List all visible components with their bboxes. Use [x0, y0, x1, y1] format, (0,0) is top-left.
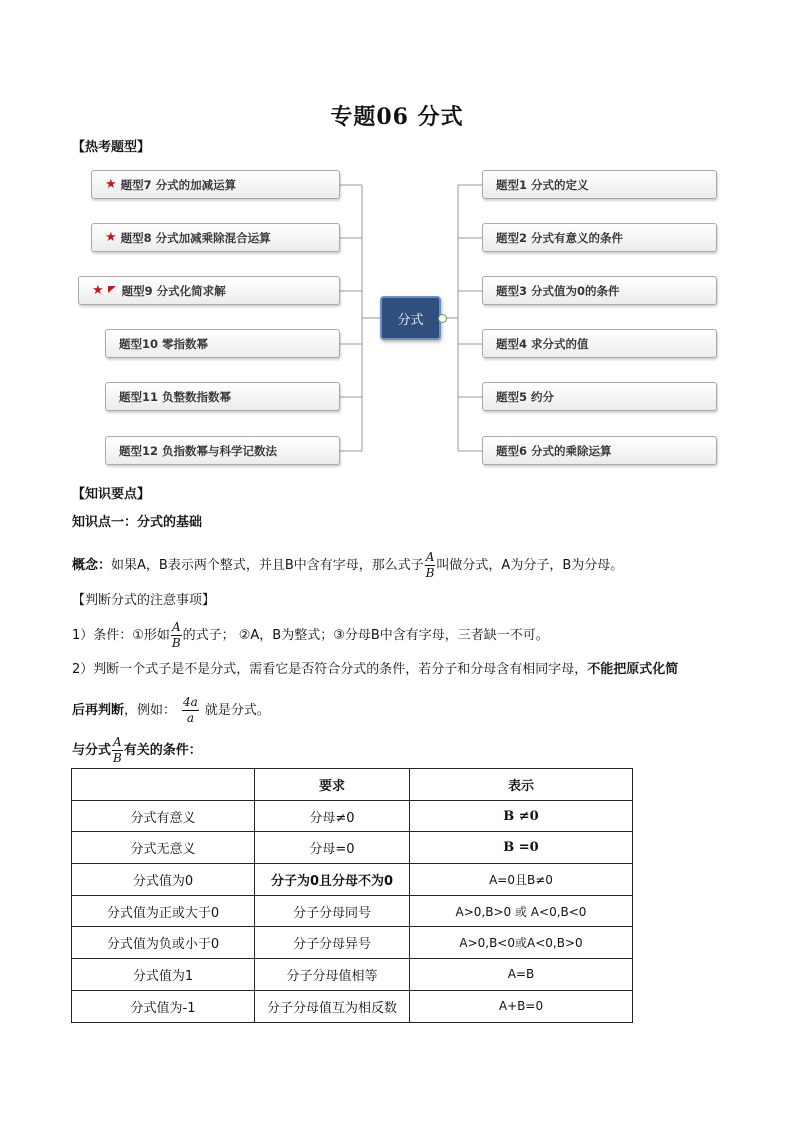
mindmap-node-label: 题型4 求分式的值	[496, 336, 589, 351]
star-icon: ★	[105, 177, 117, 192]
fraction-a-over-b: $\frac{A}{B}$	[425, 550, 435, 580]
judge-item-2-line-1: 2）判断一个式子是不是分式，需看它是否符合分式的条件，若分子和分母含有相同字母，不能把原式化简	[72, 662, 679, 677]
judge-item-1: 1）条件：①形如 $\frac{A}{B}$ 的式子； ②A，B为整式；③分母B中含有字母，三者缺一不可。	[72, 620, 549, 650]
table-cell: 分式有意义	[72, 800, 255, 832]
mindmap-node-left-6[interactable]	[105, 436, 340, 465]
mindmap-node-label: 题型12 负指数幂与科学记数法	[119, 443, 278, 458]
star-icon: ★	[105, 230, 117, 245]
table-cell: A+B=0	[410, 990, 633, 1022]
table-header-row	[72, 769, 633, 801]
conditions-heading: 与分式 $\frac{A}{B}$ 有关的条件：	[72, 735, 202, 765]
table-cell: 分子分母同号	[255, 895, 410, 927]
table-cell: 分母=0	[255, 832, 410, 864]
table-row	[72, 959, 633, 991]
mindmap-node-right-6[interactable]	[482, 436, 717, 465]
table-cell: A>0,B<0或A<0,B>0	[410, 927, 633, 959]
table-row	[72, 800, 633, 832]
table-row	[72, 895, 633, 927]
fraction-a-over-b: $\frac{A}{B}$	[171, 620, 181, 650]
conditions-table	[71, 768, 633, 1023]
table-cell: 分子分母值相等	[255, 959, 410, 991]
table-cell: A=0且B≠0	[410, 864, 633, 896]
concept-text-a: 如果A，B表示两个整式，并且B中含有字母，那么式子	[111, 558, 424, 573]
mindmap-node-label: 题型8 分式加减乘除混合运算	[120, 230, 271, 245]
mindmap-node-label: 题型11 负整数指数幂	[119, 389, 232, 404]
mindmap-node-right-1[interactable]	[482, 170, 717, 199]
table-cell: 分子为0且分母不为0	[255, 864, 410, 896]
table-cell: 分式值为正或大于0	[72, 895, 255, 927]
table-row	[72, 927, 633, 959]
table-cell: 分式无意义	[72, 832, 255, 864]
table-cell: B ≠0	[410, 800, 633, 832]
table-header-cell: 要求	[255, 769, 410, 801]
mindmap-node-label: 题型3 分式值为0的条件	[496, 283, 620, 298]
mindmap-node-right-5[interactable]	[482, 382, 717, 411]
mindmap-node-label: 题型10 零指数幂	[119, 336, 209, 351]
collapse-toggle-icon[interactable]	[438, 314, 447, 323]
page-title: 专题06 分式	[330, 104, 464, 130]
mindmap-node-label: 题型2 分式有意义的条件	[496, 230, 624, 245]
mindmap-node-label: 题型1 分式的定义	[496, 177, 589, 192]
concept-text-b: 叫做分式，A为分子，B为分母。	[436, 558, 624, 573]
table-cell: 分子分母异号	[255, 927, 410, 959]
mindmap-center-node[interactable]: 分式	[380, 296, 441, 340]
table-cell: 分式值为0	[72, 864, 255, 896]
concept-paragraph	[72, 551, 623, 580]
table-cell: A=B	[410, 959, 633, 991]
mindmap-node-right-2[interactable]	[482, 223, 717, 252]
flag-icon	[108, 286, 116, 293]
mindmap-node-left-4[interactable]	[105, 329, 340, 358]
table-cell: A>0,B>0 或 A<0,B<0	[410, 895, 633, 927]
table-cell: 分母≠0	[255, 800, 410, 832]
table-header-cell	[72, 769, 255, 801]
hot-section-heading: 【热考题型】	[72, 140, 151, 155]
star-icon: ★	[92, 283, 104, 298]
table-cell: B =0	[410, 832, 633, 864]
knowledge-point-1: 知识点一：分式的基础	[72, 515, 203, 530]
mindmap-node-left-2[interactable]	[91, 223, 340, 252]
concept-lead: 概念：	[72, 558, 112, 573]
fraction-4a-over-a: $\frac{4a}{a}$	[183, 695, 198, 725]
fraction-a-over-b: $\frac{A}{B}$	[112, 735, 122, 765]
table-row	[72, 832, 633, 864]
table-header-cell: 表示	[410, 769, 633, 801]
mindmap-node-right-3[interactable]	[482, 276, 717, 305]
judge-section-heading: 【判断分式的注意事项】	[72, 593, 216, 608]
mindmap-node-label: 题型5 约分	[496, 389, 555, 404]
mindmap-node-label: 题型7 分式的加减运算	[120, 177, 237, 192]
knowledge-section-heading: 【知识要点】	[72, 487, 151, 502]
judge-item-2-line-2: 后再判断，例如： $\frac{4a}{a}$ 就是分式。	[72, 695, 270, 725]
table-cell: 分式值为-1	[72, 990, 255, 1022]
mindmap-node-label: 题型6 分式的乘除运算	[496, 443, 612, 458]
table-cell: 分子分母值互为相反数	[255, 990, 410, 1022]
mindmap-node-left-5[interactable]	[105, 382, 340, 411]
table-row	[72, 990, 633, 1022]
table-row	[72, 864, 633, 896]
table-cell: 分式值为负或小于0	[72, 927, 255, 959]
mindmap-node-left-1[interactable]	[91, 170, 340, 199]
mindmap-node-left-3[interactable]	[78, 276, 340, 305]
table-cell: 分式值为1	[72, 959, 255, 991]
mindmap-node-label: 题型9 分式化简求解	[121, 283, 226, 298]
mindmap-node-right-4[interactable]	[482, 329, 717, 358]
